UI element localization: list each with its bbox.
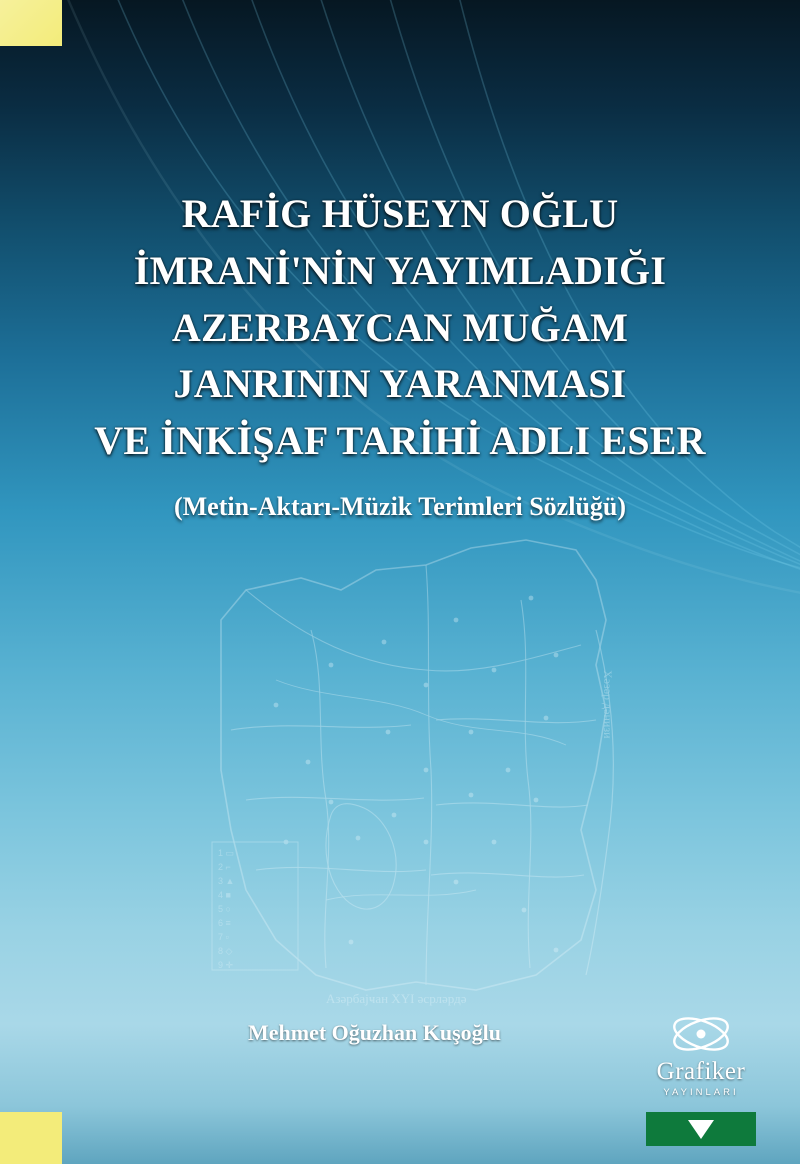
author-name: Mehmet Oğuzhan Kuşoğlu (248, 1020, 502, 1045)
title-block (0, 186, 800, 522)
triangle-down-icon (688, 1120, 714, 1139)
svg-text:2 ⌐: 2 ⌐ (218, 862, 231, 872)
cover-accent-tab-bottom (0, 1112, 62, 1164)
svg-text:5 ○: 5 ○ (218, 904, 231, 914)
cover-accent-tab-top (0, 0, 62, 46)
title-line-3: AZERBAYCAN MUĞAM (171, 304, 629, 350)
svg-text:6 ≡: 6 ≡ (218, 918, 231, 928)
map-watermark (126, 470, 686, 1030)
svg-text:8 ◇: 8 ◇ (218, 946, 233, 956)
title-line-1: RAFİG HÜSEYN OĞLU (181, 191, 619, 236)
title-line-5: VE İNKİŞAF TARİHİ ADLI ESER (94, 418, 706, 464)
publisher-tagline: YAYINLARI (663, 1087, 739, 1098)
title-line-2: İMRANİ'NİN YAYIMLADIĞI (133, 247, 667, 293)
svg-text:4 ■: 4 ■ (218, 890, 231, 900)
svg-text:9 ✛: 9 ✛ (218, 960, 234, 970)
svg-text:Хəзəр дəнизи: Хəзəр дəнизи (601, 670, 615, 739)
publisher-mark-icon (666, 1014, 736, 1054)
title-line-4: JANRININ YARANMASI (173, 361, 627, 407)
book-subtitle: (Metin-Aktarı-Müzik Terimleri Sözlüğü) (173, 491, 627, 521)
svg-text:7 ▫: 7 ▫ (218, 932, 229, 942)
svg-text:1 ▭: 1 ▭ (218, 848, 235, 858)
publisher-logo (646, 1014, 756, 1098)
publisher-name: Grafiker (656, 1058, 746, 1085)
svg-text:3 ▲: 3 ▲ (218, 876, 235, 886)
publisher-triangle-badge (646, 1112, 756, 1146)
map-caption: Азəрбајҹан XYI əсрлəрдə (326, 991, 467, 1006)
